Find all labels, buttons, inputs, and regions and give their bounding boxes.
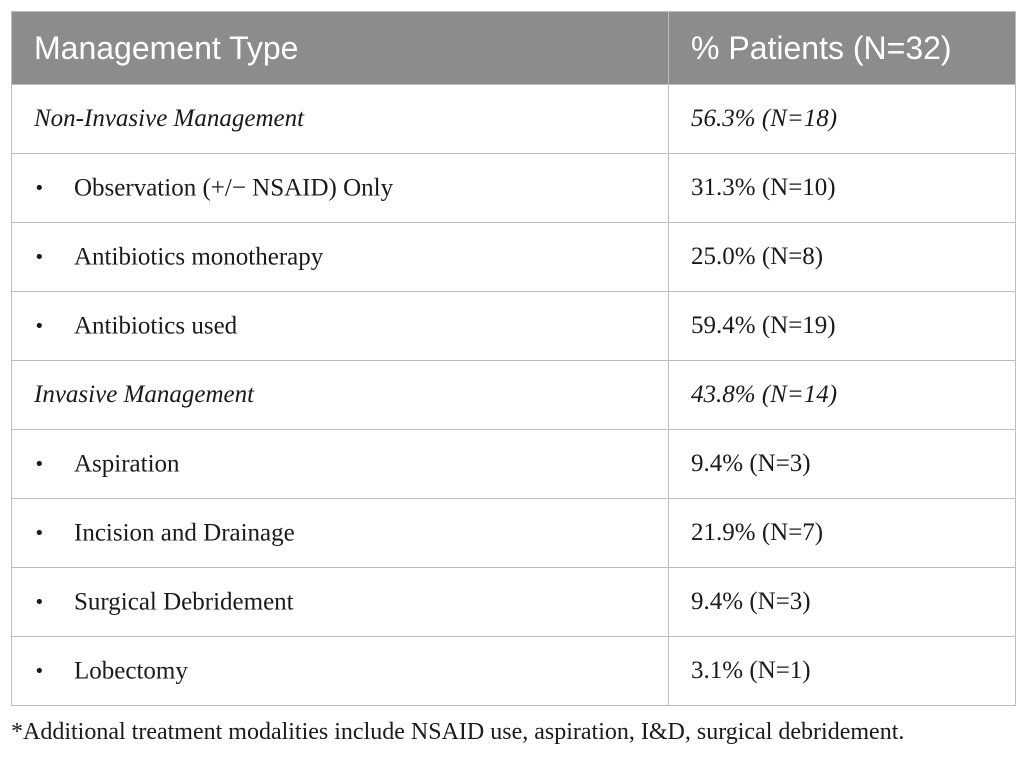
row-value: 25.0% (N=8) bbox=[669, 223, 1016, 292]
management-table-container bbox=[11, 11, 1015, 706]
row-label: Antibiotics monotherapy bbox=[74, 243, 324, 271]
bullet-icon: • bbox=[34, 316, 45, 338]
management-table bbox=[11, 11, 1016, 706]
table-row bbox=[12, 223, 1016, 292]
row-label: Incision and Drainage bbox=[74, 519, 295, 547]
table-row bbox=[12, 292, 1016, 361]
row-label-cell bbox=[12, 637, 669, 706]
row-label: Observation (+/− NSAID) Only bbox=[74, 174, 394, 202]
row-label: Antibiotics used bbox=[74, 312, 238, 340]
bullet-icon: • bbox=[34, 661, 45, 683]
row-value: 56.3% (N=18) bbox=[669, 85, 1016, 154]
row-value: 31.3% (N=10) bbox=[669, 154, 1016, 223]
row-value: 21.9% (N=7) bbox=[669, 499, 1016, 568]
row-label-cell bbox=[12, 430, 669, 499]
row-label-cell bbox=[12, 223, 669, 292]
row-label: Aspiration bbox=[74, 450, 180, 478]
header-percent-patients: % Patients (N=32) bbox=[669, 12, 1016, 85]
row-value: 59.4% (N=19) bbox=[669, 292, 1016, 361]
table-row bbox=[12, 568, 1016, 637]
row-value: 43.8% (N=14) bbox=[669, 361, 1016, 430]
bullet-icon: • bbox=[34, 247, 45, 269]
row-value: 3.1% (N=1) bbox=[669, 637, 1016, 706]
row-label: Lobectomy bbox=[74, 657, 188, 685]
table-row-group bbox=[12, 361, 1016, 430]
row-label-cell bbox=[12, 154, 669, 223]
table-row bbox=[12, 637, 1016, 706]
bullet-icon: • bbox=[34, 592, 45, 614]
table-row bbox=[12, 430, 1016, 499]
row-value: 9.4% (N=3) bbox=[669, 430, 1016, 499]
table-row bbox=[12, 499, 1016, 568]
row-label-cell bbox=[12, 292, 669, 361]
table-row bbox=[12, 154, 1016, 223]
row-label: Invasive Management bbox=[12, 361, 669, 430]
bullet-icon: • bbox=[34, 454, 45, 476]
table-header-row bbox=[12, 12, 1016, 85]
table-row-group bbox=[12, 85, 1016, 154]
bullet-icon: • bbox=[34, 523, 45, 545]
row-value: 9.4% (N=3) bbox=[669, 568, 1016, 637]
row-label-cell bbox=[12, 499, 669, 568]
row-label: Surgical Debridement bbox=[74, 588, 294, 616]
bullet-icon: • bbox=[34, 178, 45, 200]
row-label: Non-Invasive Management bbox=[12, 85, 669, 154]
row-label-cell bbox=[12, 568, 669, 637]
header-management-type: Management Type bbox=[12, 12, 669, 85]
table-footnote: *Additional treatment modalities include NSAID use, aspiration, I&D, surgical debridement. bbox=[11, 719, 905, 745]
